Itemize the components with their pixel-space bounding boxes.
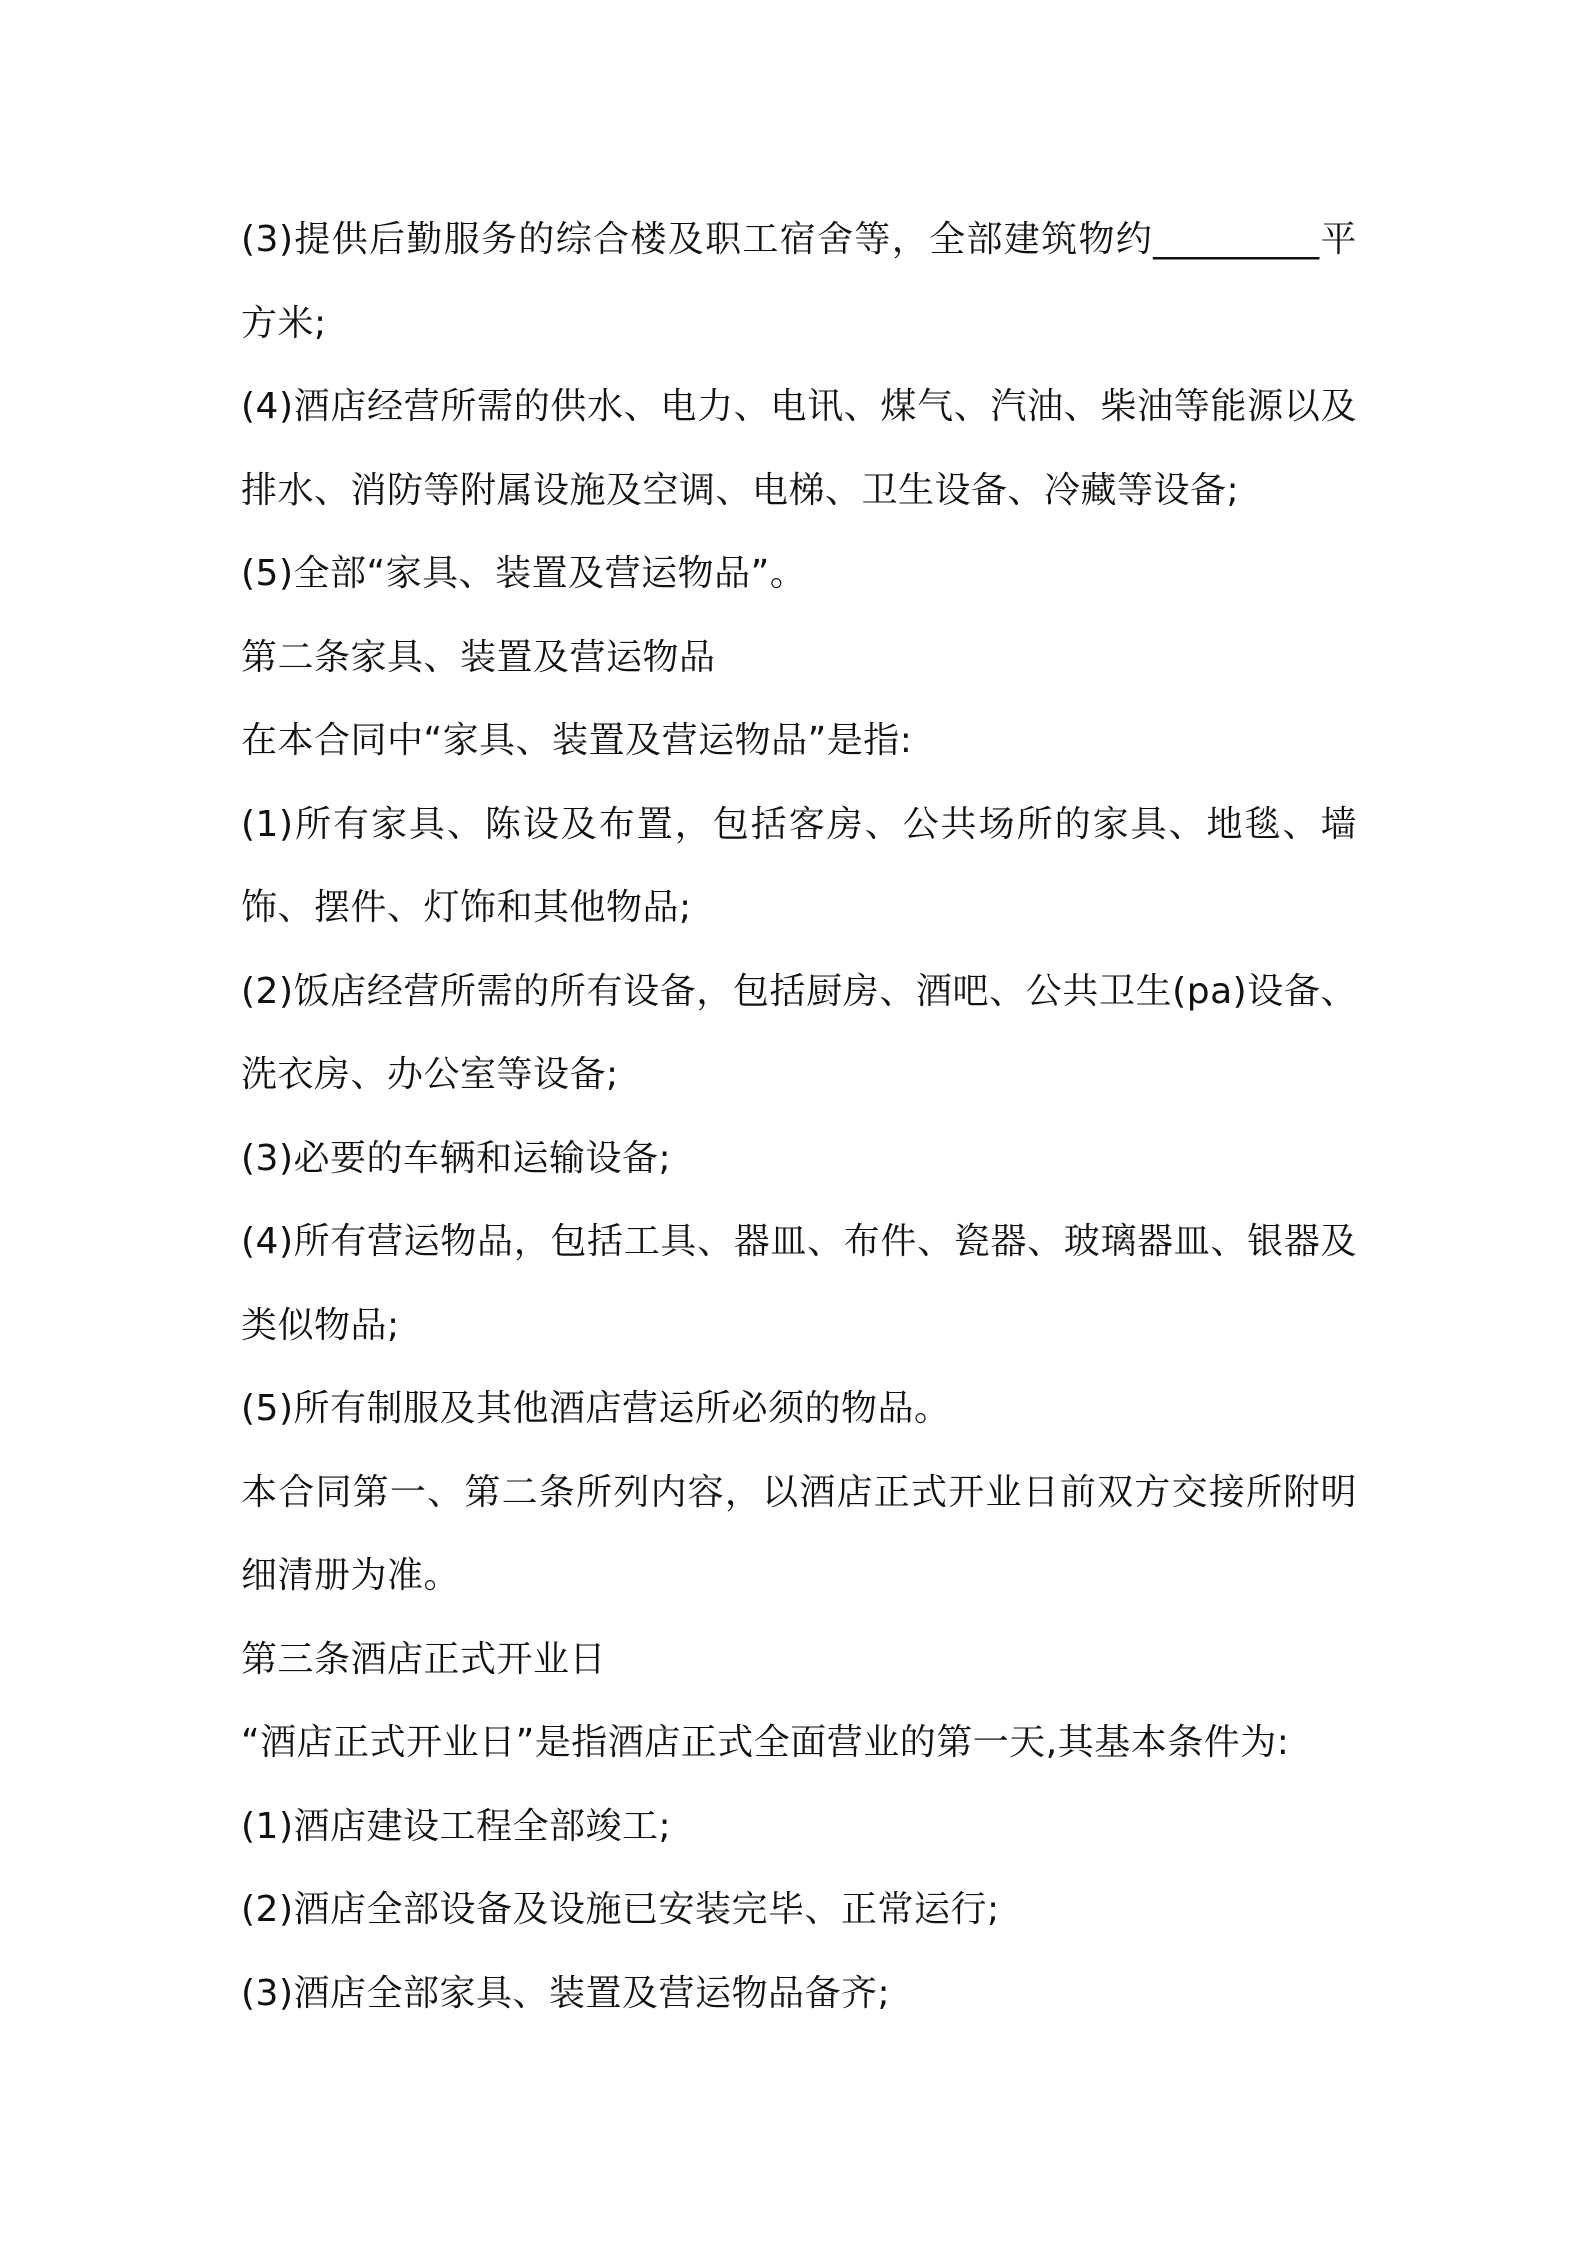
paragraph-supplies: (4)所有营运物品，包括工具、器皿、布件、瓷器、玻璃器皿、银器及类似物品; (241, 1221, 1357, 1346)
article-three-heading: 第三条酒店正式开业日 (241, 1638, 607, 1680)
paragraph-definition: 在本合同中“家具、装置及营运物品”是指: (241, 720, 913, 761)
paragraph-vehicles: (3)必要的车辆和运输设备; (241, 1137, 672, 1179)
paragraph-installation: (2)酒店全部设备及设施已安装完毕、正常运行; (241, 1889, 1000, 1930)
paragraph-furnishings: (1)所有家具、陈设及布置，包括客房、公共场所的家具、地毯、墙饰、摆件、灯饰和其他物品; (241, 803, 1357, 928)
paragraph-furniture-all: (5)全部“家具、装置及营运物品”。 (241, 553, 807, 594)
article-two-heading: 第二条家具、装置及营运物品 (241, 636, 716, 678)
paragraph-opening-definition: “酒店正式开业日”是指酒店正式全面营业的第一天,其基本条件为: (241, 1722, 1290, 1763)
paragraph-utilities: (4)酒店经营所需的供水、电力、电讯、煤气、汽油、柴油等能源以及排水、消防等附属设施及空调、电梯、卫生设备、冷藏等设备; (241, 386, 1357, 511)
paragraph-buildings: (3)提供后勤服务的综合楼及职工宿舍等，全部建筑物约_________平方米; (241, 219, 1357, 344)
paragraph-inventory: 本合同第一、第二条所列内容，以酒店正式开业日前双方交接所附明细清册为准。 (241, 1471, 1357, 1596)
paragraph-construction: (1)酒店建设工程全部竣工; (241, 1805, 672, 1847)
paragraph-uniforms: (5)所有制服及其他酒店营运所必须的物品。 (241, 1388, 951, 1429)
paragraph-furniture-ready: (3)酒店全部家具、装置及营运物品备齐; (241, 1972, 891, 2014)
document-body (241, 198, 1357, 2035)
paragraph-equipment: (2)饭店经营所需的所有设备，包括厨房、酒吧、公共卫生(pa)设备、洗衣房、办公室等设备; (241, 970, 1357, 1095)
